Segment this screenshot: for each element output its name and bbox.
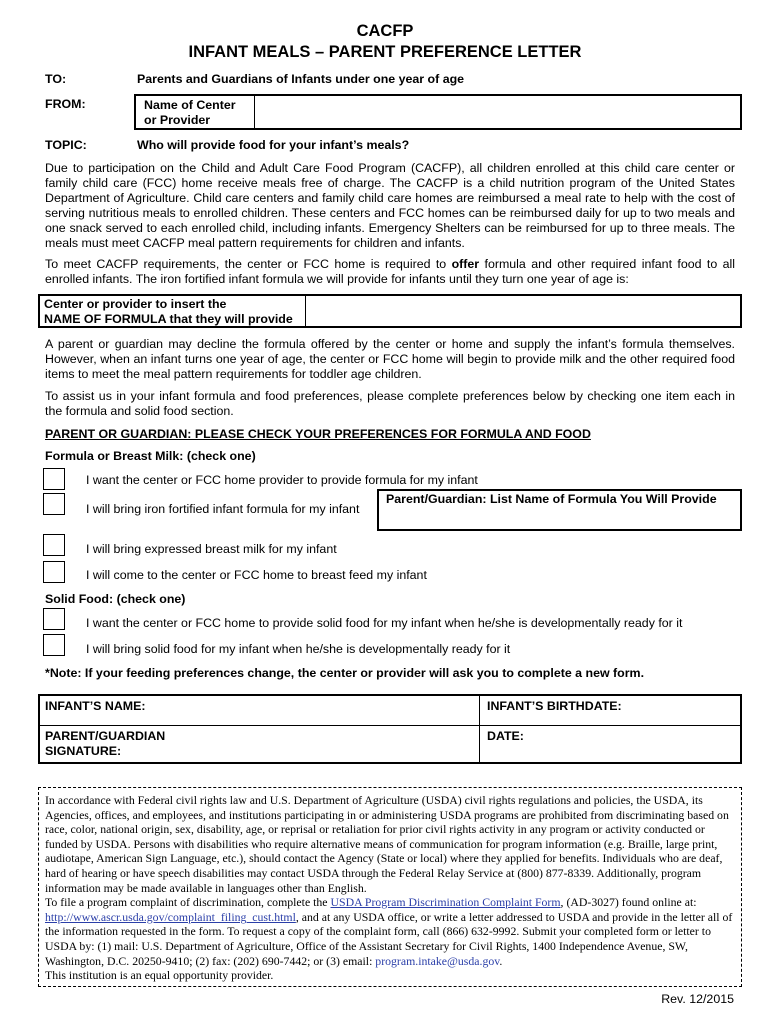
program-intake-email-link[interactable]: program.intake@usda.gov <box>375 953 500 968</box>
formula-option-breast-milk-checkbox[interactable] <box>43 534 65 556</box>
formula-option-provider-checkbox[interactable] <box>43 468 65 490</box>
nondiscrimination-text-2-a: To file a program complaint of discrimination, complete the <box>45 895 331 910</box>
complaint-form-link[interactable]: USDA Program Discrimination Complaint Form <box>330 895 561 910</box>
intro-paragraph-2 <box>45 257 735 287</box>
formula-option-bring-formula-label: I will bring iron fortified infant formula for my infant <box>86 502 360 516</box>
nondiscrimination-statement <box>45 793 735 983</box>
form-title-line1: CACFP <box>356 22 414 40</box>
nondiscrimination-text-2-b: , (AD-3027) found online at: <box>560 895 697 910</box>
to-value: Parents and Guardians of Infants under one year of age <box>137 72 465 86</box>
topic-label: TOPIC: <box>45 138 87 152</box>
formula-name-instruction-line2: NAME OF FORMULA that they will provide <box>44 312 293 326</box>
parent-formula-name-label: Parent/Guardian: List Name of Formula You Will Provide <box>386 492 717 506</box>
formula-name-divider <box>305 296 306 326</box>
guardian-signature-label <box>45 729 165 759</box>
guardian-signature-label-line1: PARENT/GUARDIAN <box>45 729 166 743</box>
formula-option-bring-formula-checkbox[interactable] <box>43 493 65 515</box>
form-title-line2: INFANT MEALS – PARENT PREFERENCE LETTER <box>188 43 582 61</box>
from-placeholder-line2: or Provider <box>144 113 211 127</box>
date-field[interactable] <box>530 727 738 762</box>
formula-option-provider-label: I want the center or FCC home provider to provide formula for my infant <box>86 473 478 487</box>
preferences-heading: PARENT OR GUARDIAN: PLEASE CHECK YOUR PREFERENCES FOR FORMULA AND FOOD <box>45 427 591 441</box>
solid-option-bring-label: I will bring solid food for my infant when he/she is developmentally ready for it <box>86 642 511 656</box>
preferences-note: *Note: If your feeding preferences change, the center or provider will ask you to complete a new form. <box>45 666 645 680</box>
nondiscrimination-text-2-d: . <box>499 953 503 968</box>
nondiscrimination-text-2 <box>45 895 735 968</box>
to-label: TO: <box>45 72 67 86</box>
infant-birthdate-label: INFANT’S BIRTHDATE: <box>487 699 622 713</box>
solid-option-provider-label: I want the center or FCC home to provide solid food for my infant when he/she is developmentally ready for it <box>86 616 683 630</box>
infant-name-label: INFANT’S NAME: <box>45 699 146 713</box>
intro-paragraph-2-bold: offer <box>451 257 480 271</box>
formula-option-breast-feed-label: I will come to the center or FCC home to breast feed my infant <box>86 568 427 582</box>
intro-paragraph-2-b: formula and other required infant food to all enrolled infants. The iron fortified infant formula we will provide for infants until they turn one year of age is: <box>45 257 735 286</box>
nondiscrimination-text-3: This institution is an equal opportunity provider. <box>45 968 274 983</box>
topic-value: Who will provide food for your infant’s meals? <box>137 138 410 152</box>
nondiscrimination-text-2-c: , and at any USDA office, or write a letter addressed to USDA and provide in the letter all of the information requested in the form. To request a copy of the complaint form, call (866) 632-9992. Submit your completed form or letter to USDA by: (1) mail: U.S. Department of Agriculture, Office of the Assistant Secretary for Civil Rights, 1400 Independence Avenue, SW, Washington, D.C. 20250-9410; (2) fax: (202) 690-7442; or (3) email: <box>45 909 733 968</box>
from-placeholder <box>144 98 236 128</box>
signature-table-row-divider <box>40 725 740 726</box>
guardian-signature-field[interactable] <box>170 727 476 762</box>
formula-name-field[interactable] <box>307 296 740 326</box>
formula-option-breast-milk-label: I will bring expressed breast milk for my infant <box>86 542 337 556</box>
nondiscrimination-text-1: In accordance with Federal civil rights law and U.S. Department of Agriculture (USDA) civil rights regulations and policies, the USDA, its Agencies, offices, and employees, and institutions participating in or administering USDA programs are prohibited from discriminating based on race, color, national origin, sex, disability, age, or reprisal or retaliation for prior civil rights activity in any program or activity conducted or funded by USDA. Persons with disabilities who require alternative means of communication for program information (e.g. Braille, large print, audiotape, American Sign Language, etc.), should contact the Agency (State or local) where they applied for benefits. Individuals who are deaf, hard of hearing or have speech disabilities may contact USDA through the Federal Relay Service at (800) 877-8339. Additionally, program information may be made available in languages other than English. <box>45 793 729 895</box>
formula-option-breast-feed-checkbox[interactable] <box>43 561 65 583</box>
solid-option-bring-checkbox[interactable] <box>43 634 65 656</box>
paragraph-3: A parent or guardian may decline the formula offered by the center or home and supply the infant’s formula themselves. However, when an infant turns one year of age, the center or FCC home will begin to provide milk and the other required food items to meet the meal pattern requirements for toddler age children. <box>45 337 735 381</box>
intro-paragraph-2-a: To meet CACFP requirements, the center or FCC home is required to <box>45 257 452 271</box>
intro-paragraph-1: Due to participation on the Child and Adult Care Food Program (CACFP), all children enrolled at this child care center or family child care (FCC) home receive meals free of charge. The CACFP is a child nutrition program of the United States Department of Agriculture. Child care centers and family child care homes are reimbursed a meal rate to help with the cost of serving nutritious meals to enrolled children. These centers and FCC homes can be reimbursed daily for up to two meals and one snack served to each enrolled child, including infants. Emergency Shelters can be reimbursed for up to three meals. The meals must meet CACFP meal pattern requirements for children and infants. <box>45 161 735 250</box>
from-label: FROM: <box>45 97 86 111</box>
guardian-signature-label-line2: SIGNATURE: <box>45 744 122 758</box>
signature-table-col-divider <box>479 696 480 762</box>
formula-name-instruction-line1: Center or provider to insert the <box>44 297 227 311</box>
formula-name-instruction <box>44 297 293 327</box>
from-placeholder-line1: Name of Center <box>144 98 236 112</box>
infant-name-field[interactable] <box>150 696 476 724</box>
revision-date: Rev. 12/2015 <box>661 992 734 1006</box>
from-name-field[interactable] <box>256 96 740 128</box>
solid-option-provider-checkbox[interactable] <box>43 608 65 630</box>
infant-birthdate-field[interactable] <box>630 696 738 724</box>
complaint-url-link[interactable]: http://www.ascr.usda.gov/complaint_filing_cust.html <box>45 909 296 924</box>
date-label: DATE: <box>487 729 524 743</box>
solid-food-section-heading: Solid Food: (check one) <box>45 592 186 606</box>
from-divider <box>254 96 255 128</box>
paragraph-4: To assist us in your infant formula and food preferences, please complete preferences below by checking one item each in the formula and solid food section. <box>45 389 735 418</box>
formula-section-heading: Formula or Breast Milk: (check one) <box>45 449 256 463</box>
